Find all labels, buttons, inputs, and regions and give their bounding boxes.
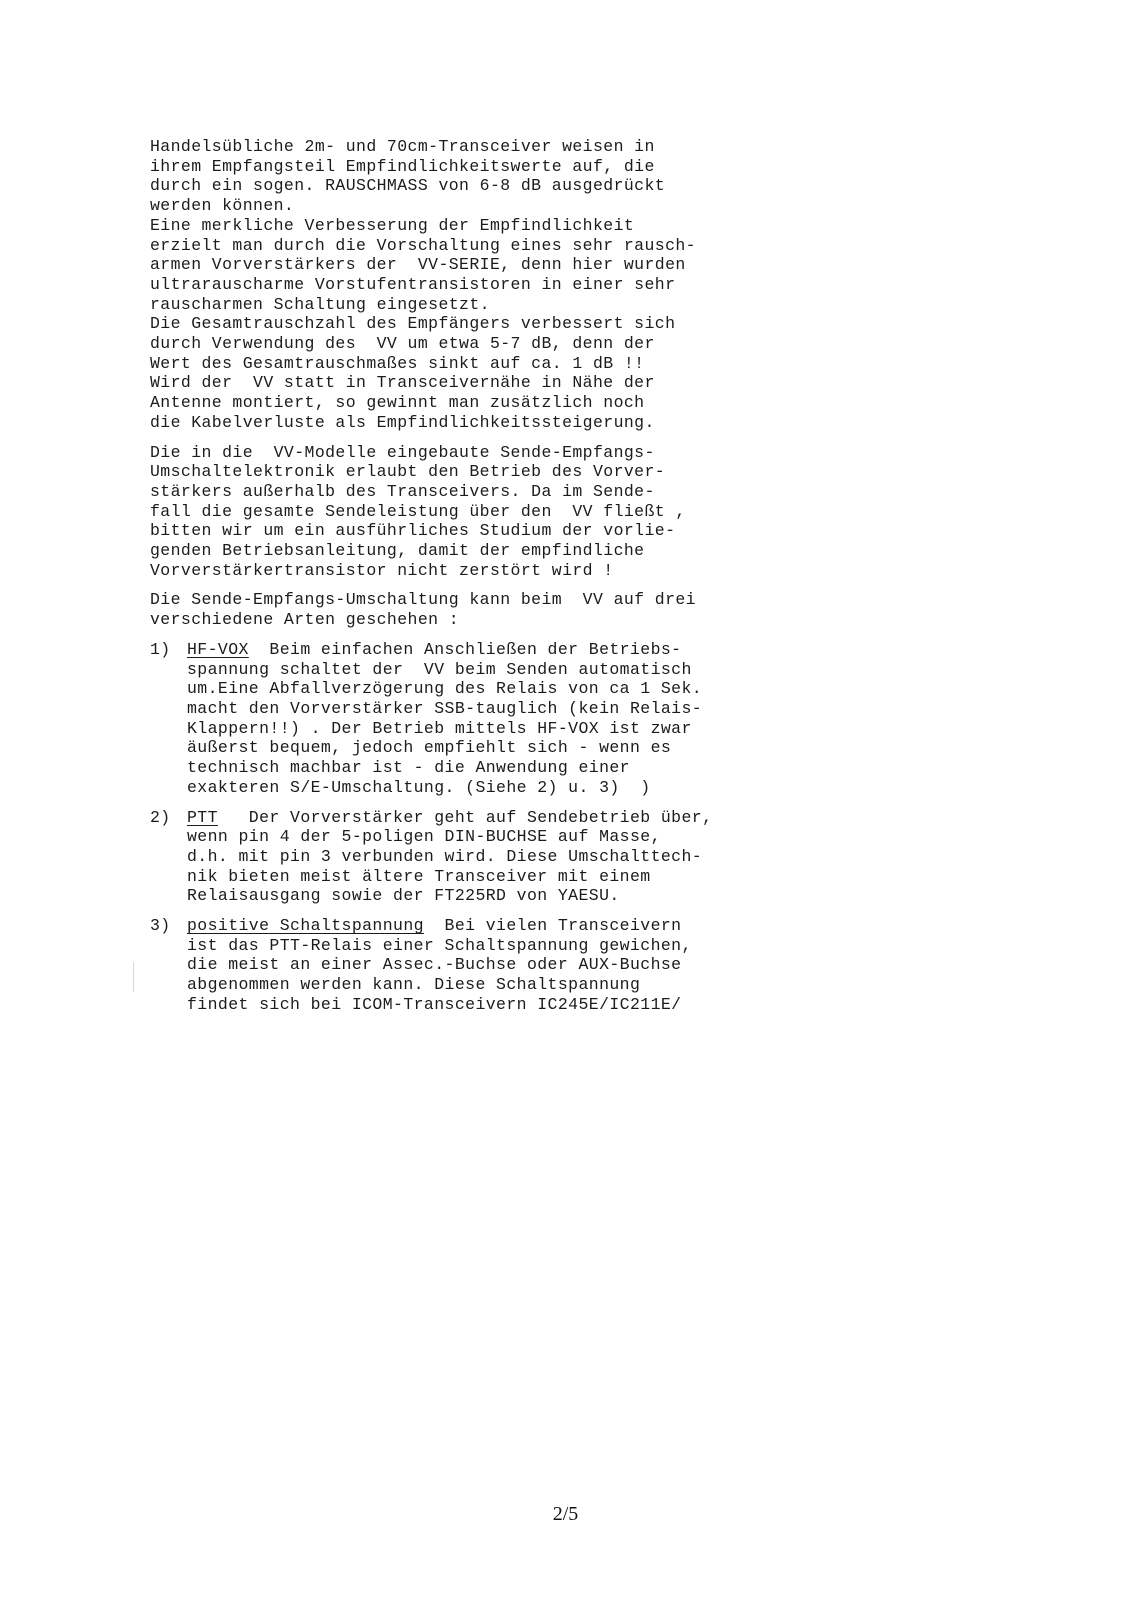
scan-margin-mark — [133, 962, 134, 992]
text-line: Wird der VV statt in Transceivernähe in Nähe der — [150, 373, 655, 393]
text-line: findet sich bei ICOM-Transceivern IC245E/IC211E/ — [187, 994, 682, 1014]
paragraph-gap — [150, 580, 810, 590]
text-line: armen Vorverstärkers der VV-SERIE, denn hier wurden — [150, 255, 686, 275]
text-line: d.h. mit pin 3 verbunden wird. Diese Umschalttech- — [187, 846, 703, 866]
text-line: Wert des Gesamtrauschmaßes sinkt auf ca. 1 dB !! — [150, 353, 645, 373]
text-line: ihrem Empfangsteil Empfindlichkeitswerte auf, die — [150, 156, 655, 176]
list-item-first-line — [187, 808, 810, 828]
list-item-number: 2) — [150, 807, 171, 827]
paragraph-gap — [150, 798, 810, 808]
text-line: abgenommen werden kann. Diese Schaltspannung — [187, 975, 641, 995]
list-item-first-text: Bei vielen Transceivern — [423, 916, 682, 936]
list-item-first-text: Beim einfachen Anschließen der Betriebs- — [248, 639, 682, 659]
list-item-number: 3) — [150, 916, 171, 936]
text-line: Klappern!!) . Der Betrieb mittels HF-VOX ist zwar — [187, 718, 692, 738]
text-line: rauscharmen Schaltung eingesetzt. — [150, 294, 490, 314]
intro-paragraph — [150, 137, 810, 433]
text-line: die Kabelverluste als Empfindlichkeitssteigerung. — [150, 412, 655, 432]
list-item-first-text: Der Vorverstärker geht auf Sendebetrieb über, — [217, 807, 713, 827]
text-line: durch ein sogen. RAUSCHMASS von 6-8 dB ausgedrückt — [150, 176, 666, 196]
text-line: wenn pin 4 der 5-poligen DIN-BUCHSE auf Masse, — [187, 827, 661, 847]
text-line: technisch machbar ist - die Anwendung einer — [187, 758, 630, 778]
text-line: fall die gesamte Sendeleistung über den VV fließt , — [150, 501, 686, 521]
text-line: äußerst bequem, jedoch empfiehlt sich - wenn es — [187, 738, 672, 758]
text-line: Antenne montiert, so gewinnt man zusätzlich noch — [150, 393, 645, 413]
list-item-number: 1) — [150, 639, 171, 659]
text-line: bitten wir um ein ausführliches Studium der vorlie- — [150, 521, 676, 541]
text-line: Vorverstärkertransistor nicht zerstört wird ! — [150, 560, 614, 580]
list-item-positive-switching-voltage — [150, 916, 810, 1015]
paragraph-gap — [150, 433, 810, 443]
switching-paragraph — [150, 443, 810, 581]
text-line: erzielt man durch die Vorschaltung eines sehr rausch- — [150, 235, 696, 255]
text-line: exakteren S/E-Umschaltung. (Siehe 2) u. 3) ) — [187, 777, 651, 797]
text-line: die meist an einer Assec.-Buchse oder AUX-Buchse — [187, 955, 682, 975]
paragraph-gap — [150, 630, 810, 640]
text-line: Umschaltelektronik erlaubt den Betrieb des Vorver- — [150, 462, 666, 482]
text-line: spannung schaltet der VV beim Senden automatisch — [187, 659, 692, 679]
list-item-first-line — [187, 640, 810, 660]
text-line: Die Gesamtrauschzahl des Empfängers verbessert sich — [150, 314, 676, 334]
text-line: stärkers außerhalb des Transceivers. Da im Sende- — [150, 481, 655, 501]
text-line: Eine merkliche Verbesserung der Empfindlichkeit — [150, 215, 635, 235]
text-line: um.Eine Abfallverzögerung des Relais von ca 1 Sek. — [187, 679, 703, 699]
list-item-ptt — [150, 808, 810, 907]
text-line: verschiedene Arten geschehen : — [150, 610, 460, 630]
text-line: genden Betriebsanleitung, damit der empfindliche — [150, 541, 645, 561]
text-line: Die Sende-Empfangs-Umschaltung kann beim VV auf drei — [150, 590, 696, 610]
text-line: werden können. — [150, 196, 295, 216]
document-body — [150, 137, 810, 1015]
text-line: nik bieten meist ältere Transceiver mit einem — [187, 866, 651, 886]
text-line: durch Verwendung des VV um etwa 5-7 dB, denn der — [150, 334, 655, 354]
modes-intro-paragraph — [150, 590, 810, 629]
page-number: 2/5 — [552, 1503, 579, 1525]
text-line: Handelsübliche 2m- und 70cm-Transceiver weisen in — [150, 137, 655, 156]
text-line: ist das PTT-Relais einer Schaltspannung gewichen, — [187, 935, 692, 955]
text-line: ultrarauscharme Vorstufentransistoren in einer sehr — [150, 274, 676, 294]
text-line: Relaisausgang sowie der FT225RD von YAESU. — [187, 886, 620, 906]
list-item-title: positive Schaltspannung — [187, 916, 424, 936]
list-item-title: HF-VOX — [187, 639, 249, 659]
list-item-title: PTT — [187, 807, 218, 827]
paragraph-gap — [150, 906, 810, 916]
text-line: macht den Vorverstärker SSB-tauglich (kein Relais- — [187, 698, 703, 718]
list-item-hf-vox — [150, 640, 810, 798]
list-item-first-line — [187, 916, 810, 936]
text-line: Die in die VV-Modelle eingebaute Sende-Empfangs- — [150, 442, 655, 462]
